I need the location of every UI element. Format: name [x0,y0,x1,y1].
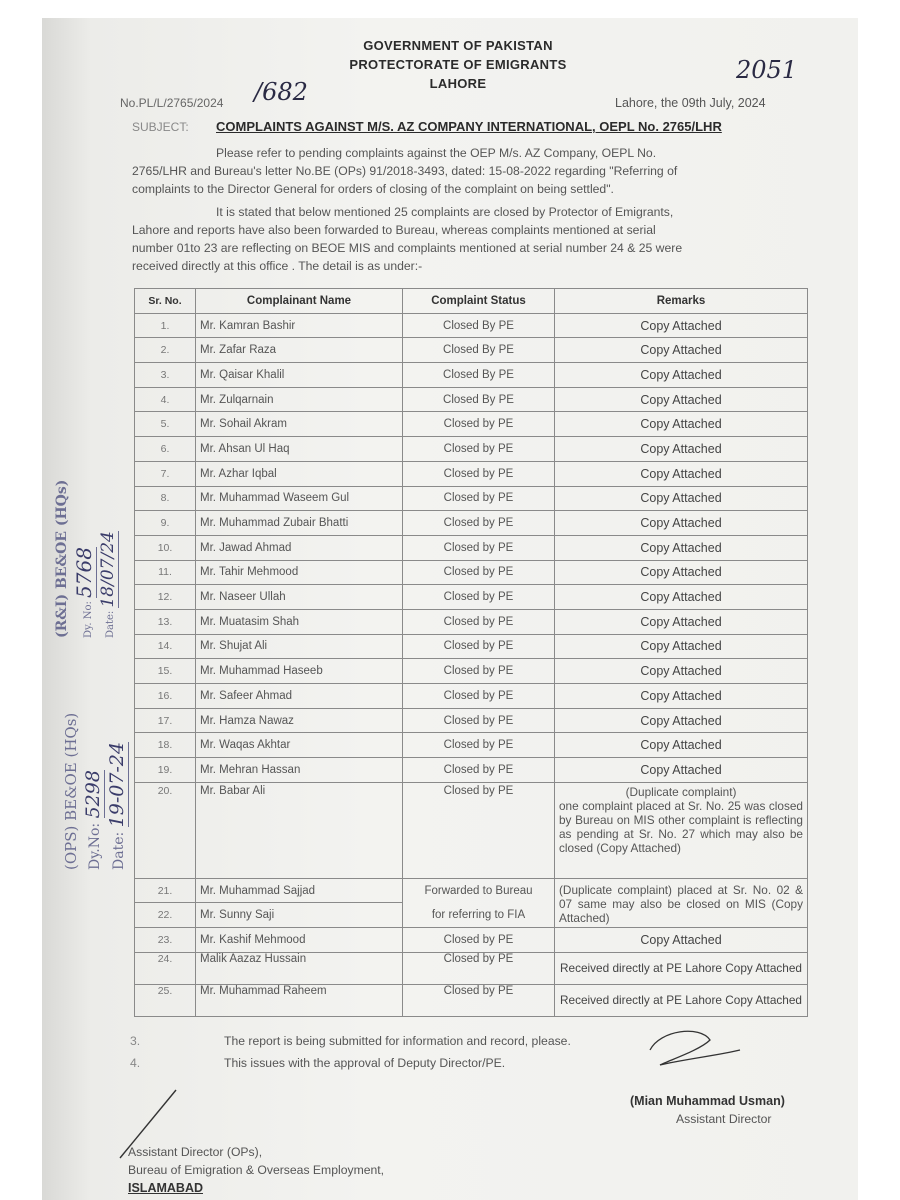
row-complainant-name: Mr. Naseer Ullah [196,585,403,610]
row-remarks: Copy Attached [555,684,808,709]
row-complainant-name: Mr. Sohail Akram [196,412,403,437]
row-complainant-name: Mr. Muhammad Sajjad [196,878,403,903]
row-complaint-status: for referring to FIA [403,903,555,928]
row-sr-no: 22. [135,903,196,928]
stamp-dy-number: 5298 [82,770,104,819]
row-complainant-name: Malik Aazaz Hussain [196,952,403,984]
row-complainant-name: Mr. Hamza Nawaz [196,708,403,733]
row-complaint-status: Closed by PE [403,952,555,984]
row-sr-no: 20. [135,782,196,878]
table-row [135,984,808,1016]
header-government: GOVERNMENT OF PAKISTAN [363,38,553,53]
addressee-line-1: Assistant Director (OPs), [128,1145,263,1159]
row-complaint-status: Closed by PE [403,684,555,709]
row-complainant-name: Mr. Zafar Raza [196,338,403,363]
stamp-date-label: Date: [111,831,127,870]
row-remarks: Copy Attached [555,634,808,659]
row-complaint-status: Closed by PE [403,412,555,437]
table-row [135,461,808,486]
table-row [135,659,808,684]
table-row [135,535,808,560]
row-complainant-name: Mr. Qaisar Khalil [196,363,403,388]
row-remarks: Copy Attached [555,733,808,758]
row-complaint-status: Closed by PE [403,511,555,536]
table-row [135,782,808,878]
row-complaint-status: Closed by PE [403,486,555,511]
operations-stamp [62,713,128,870]
row-complainant-name: Mr. Mehran Hassan [196,758,403,783]
row-remarks: (Duplicate complaint) placed at Sr. No. 02 & 07 same may also be closed on MIS (Copy Attached) [555,878,808,927]
table-row [135,387,808,412]
row-complainant-name: Mr. Muhammad Raheem [196,984,403,1016]
row-remarks: Copy Attached [555,758,808,783]
row-sr-no: 15. [135,659,196,684]
stamp-dy-label: Dy. No: [83,601,94,638]
row-remarks: Copy Attached [555,313,808,338]
row-complaint-status: Closed by PE [403,984,555,1016]
row-sr-no: 25. [135,984,196,1016]
row-sr-no: 13. [135,609,196,634]
row-sr-no: 7. [135,461,196,486]
row-remarks: Copy Attached [555,708,808,733]
row-complainant-name: Mr. Shujat Ali [196,634,403,659]
table-row [135,684,808,709]
complaints-table [134,288,808,1017]
remarks-duplicate-title: (Duplicate complaint) [625,784,737,799]
row-complainant-name: Mr. Ahsan Ul Haq [196,437,403,462]
row-complaint-status: Closed by PE [403,733,555,758]
row-remarks: Copy Attached [555,437,808,462]
row-remarks: Copy Attached [555,387,808,412]
stamp-title: (OPS) BE&OE (HQs) [62,712,80,870]
stamp-dy-number: 5768 [72,547,96,598]
signatory-title: Assistant Director [676,1112,772,1126]
stamp-date-label: Date: [105,610,116,638]
handwritten-dispatch-number: /682 [254,78,308,106]
table-row [135,437,808,462]
stamp-title: (R&I) BE&OE (HQs) [54,479,70,638]
row-complaint-status: Closed by PE [403,708,555,733]
row-complainant-name: Mr. Safeer Ahmad [196,684,403,709]
table-row [135,878,808,903]
subject-label: SUBJECT: [132,120,189,134]
row-remarks: Received directly at PE Lahore Copy Attached [555,984,808,1016]
stamp-dy-label: Dy.No: [87,822,103,870]
row-complaint-status: Closed by PE [403,928,555,953]
row-remarks: Received directly at PE Lahore Copy Attached [555,952,808,984]
row-sr-no: 5. [135,412,196,437]
row-complainant-name: Mr. Jawad Ahmad [196,535,403,560]
row-sr-no: 12. [135,585,196,610]
row-remarks: Copy Attached [555,928,808,953]
row-complainant-name: Mr. Azhar Iqbal [196,461,403,486]
paragraph-4-text: This issues with the approval of Deputy Director/PE. [224,1056,506,1070]
row-complaint-status: Closed By PE [403,338,555,363]
header-complaint-status: Complaint Status [403,289,555,314]
row-complaint-status: Closed By PE [403,363,555,388]
row-sr-no: 23. [135,928,196,953]
row-complaint-status: Forwarded to Bureau [403,878,555,903]
row-complaint-status: Closed by PE [403,585,555,610]
row-remarks: Copy Attached [555,535,808,560]
table-row [135,560,808,585]
table-row [135,412,808,437]
table-row [135,952,808,984]
registry-stamp [54,480,118,638]
table-row [135,708,808,733]
header-complainant-name: Complainant Name [196,289,403,314]
row-complainant-name: Mr. Kamran Bashir [196,313,403,338]
table-header-row [135,289,808,314]
row-sr-no: 6. [135,437,196,462]
row-complainant-name: Mr. Muhammad Waseem Gul [196,486,403,511]
paragraph-2-line-2: Lahore and reports have also been forwarded to Bureau, whereas complaints mentioned at serial [132,223,656,237]
row-remarks: Copy Attached [555,461,808,486]
row-remarks: Copy Attached [555,659,808,684]
row-remarks: Copy Attached [555,486,808,511]
paragraph-2-line-4: received directly at this office . The detail is as under:- [132,259,423,273]
row-complaint-status: Closed by PE [403,634,555,659]
paragraph-2-line-3: number 01to 23 are reflecting on BEOE MIS and complaints mentioned at serial number 24 & 25 were [132,241,683,255]
row-sr-no: 14. [135,634,196,659]
handwritten-top-number: 2051 [736,56,798,84]
row-remarks: Copy Attached [555,609,808,634]
row-remarks: Copy Attached [555,412,808,437]
table-row [135,486,808,511]
row-complaint-status: Closed by PE [403,535,555,560]
header-remarks: Remarks [555,289,808,314]
row-complainant-name: Mr. Sunny Saji [196,903,403,928]
row-sr-no: 1. [135,313,196,338]
addressee-city: ISLAMABAD [128,1181,203,1195]
row-remarks: Copy Attached [555,585,808,610]
table-row [135,733,808,758]
row-complaint-status: Closed by PE [403,437,555,462]
row-remarks: Copy Attached [555,338,808,363]
row-complaint-status: Closed by PE [403,560,555,585]
paragraph-4-number: 4. [130,1056,141,1070]
row-remarks: Copy Attached [555,560,808,585]
paragraph-1-line-3: complaints to the Director General for orders of closing of the complaint on being settled". [132,182,614,196]
table-row [135,928,808,953]
row-complaint-status: Closed By PE [403,387,555,412]
row-sr-no: 10. [135,535,196,560]
paragraph-3-text: The report is being submitted for information and record, please. [224,1034,571,1048]
stamp-date-value: 19-07-24 [106,741,128,828]
table-row [135,758,808,783]
paragraph-1-line-2: 2765/LHR and Bureau's letter No.BE (OPs) 91/2018-3493, dated: 15-08-2022 regarding "Referring of [132,164,678,178]
row-complainant-name: Mr. Tahir Mehmood [196,560,403,585]
addressee-line-2: Bureau of Emigration & Overseas Employment, [128,1163,385,1177]
row-sr-no: 16. [135,684,196,709]
row-sr-no: 21. [135,878,196,903]
table-row [135,363,808,388]
row-complaint-status: Closed by PE [403,782,555,878]
row-sr-no: 24. [135,952,196,984]
row-complainant-name: Mr. Zulqarnain [196,387,403,412]
table-row [135,338,808,363]
row-sr-no: 9. [135,511,196,536]
header-sr-no: Sr. No. [135,289,196,314]
row-complaint-status: Closed by PE [403,609,555,634]
letter-date: Lahore, the 09th July, 2024 [615,96,766,110]
row-complainant-name: Mr. Kashif Mehmood [196,928,403,953]
table-row [135,609,808,634]
header-city: LAHORE [429,76,487,91]
row-sr-no: 3. [135,363,196,388]
signature-scribble [640,1020,750,1080]
row-complaint-status: Closed by PE [403,758,555,783]
row-complainant-name: Mr. Muhammad Haseeb [196,659,403,684]
paragraph-3-number: 3. [130,1034,141,1048]
paragraph-1-line-1: Please refer to pending complaints against the OEP M/s. AZ Company, OEPL No. [216,146,657,160]
row-complaint-status: Closed By PE [403,313,555,338]
row-sr-no: 18. [135,733,196,758]
table-row [135,313,808,338]
row-sr-no: 4. [135,387,196,412]
row-complainant-name: Mr. Waqas Akhtar [196,733,403,758]
row-remarks: Copy Attached [555,363,808,388]
reference-number: No.PL/L/2765/2024 [120,96,224,110]
row-remarks: Copy Attached [555,511,808,536]
table-row [135,634,808,659]
signatory-name: (Mian Muhammad Usman) [630,1094,785,1108]
row-sr-no: 11. [135,560,196,585]
header-protectorate: PROTECTORATE OF EMIGRANTS [349,57,567,72]
remarks-duplicate-body: one complaint placed at Sr. No. 25 was closed by Bureau on MIS other complaint is reflecting as pending at Sr. No. 27 which may also be closed (Copy Attached) [559,798,803,855]
stamp-date-value: 18/07/24 [98,531,118,608]
table-row [135,511,808,536]
table-row [135,585,808,610]
paragraph-2-line-1: It is stated that below mentioned 25 complaints are closed by Protector of Emigrants, [216,205,674,219]
row-sr-no: 19. [135,758,196,783]
row-complainant-name: Mr. Muatasim Shah [196,609,403,634]
row-sr-no: 8. [135,486,196,511]
row-complaint-status: Closed by PE [403,659,555,684]
row-complainant-name: Mr. Muhammad Zubair Bhatti [196,511,403,536]
row-sr-no: 2. [135,338,196,363]
row-sr-no: 17. [135,708,196,733]
row-remarks [555,782,808,878]
row-complaint-status: Closed by PE [403,461,555,486]
row-complainant-name: Mr. Babar Ali [196,782,403,878]
subject-text: COMPLAINTS AGAINST M/S. AZ COMPANY INTERNATIONAL, OEPL No. 2765/LHR [216,119,722,134]
